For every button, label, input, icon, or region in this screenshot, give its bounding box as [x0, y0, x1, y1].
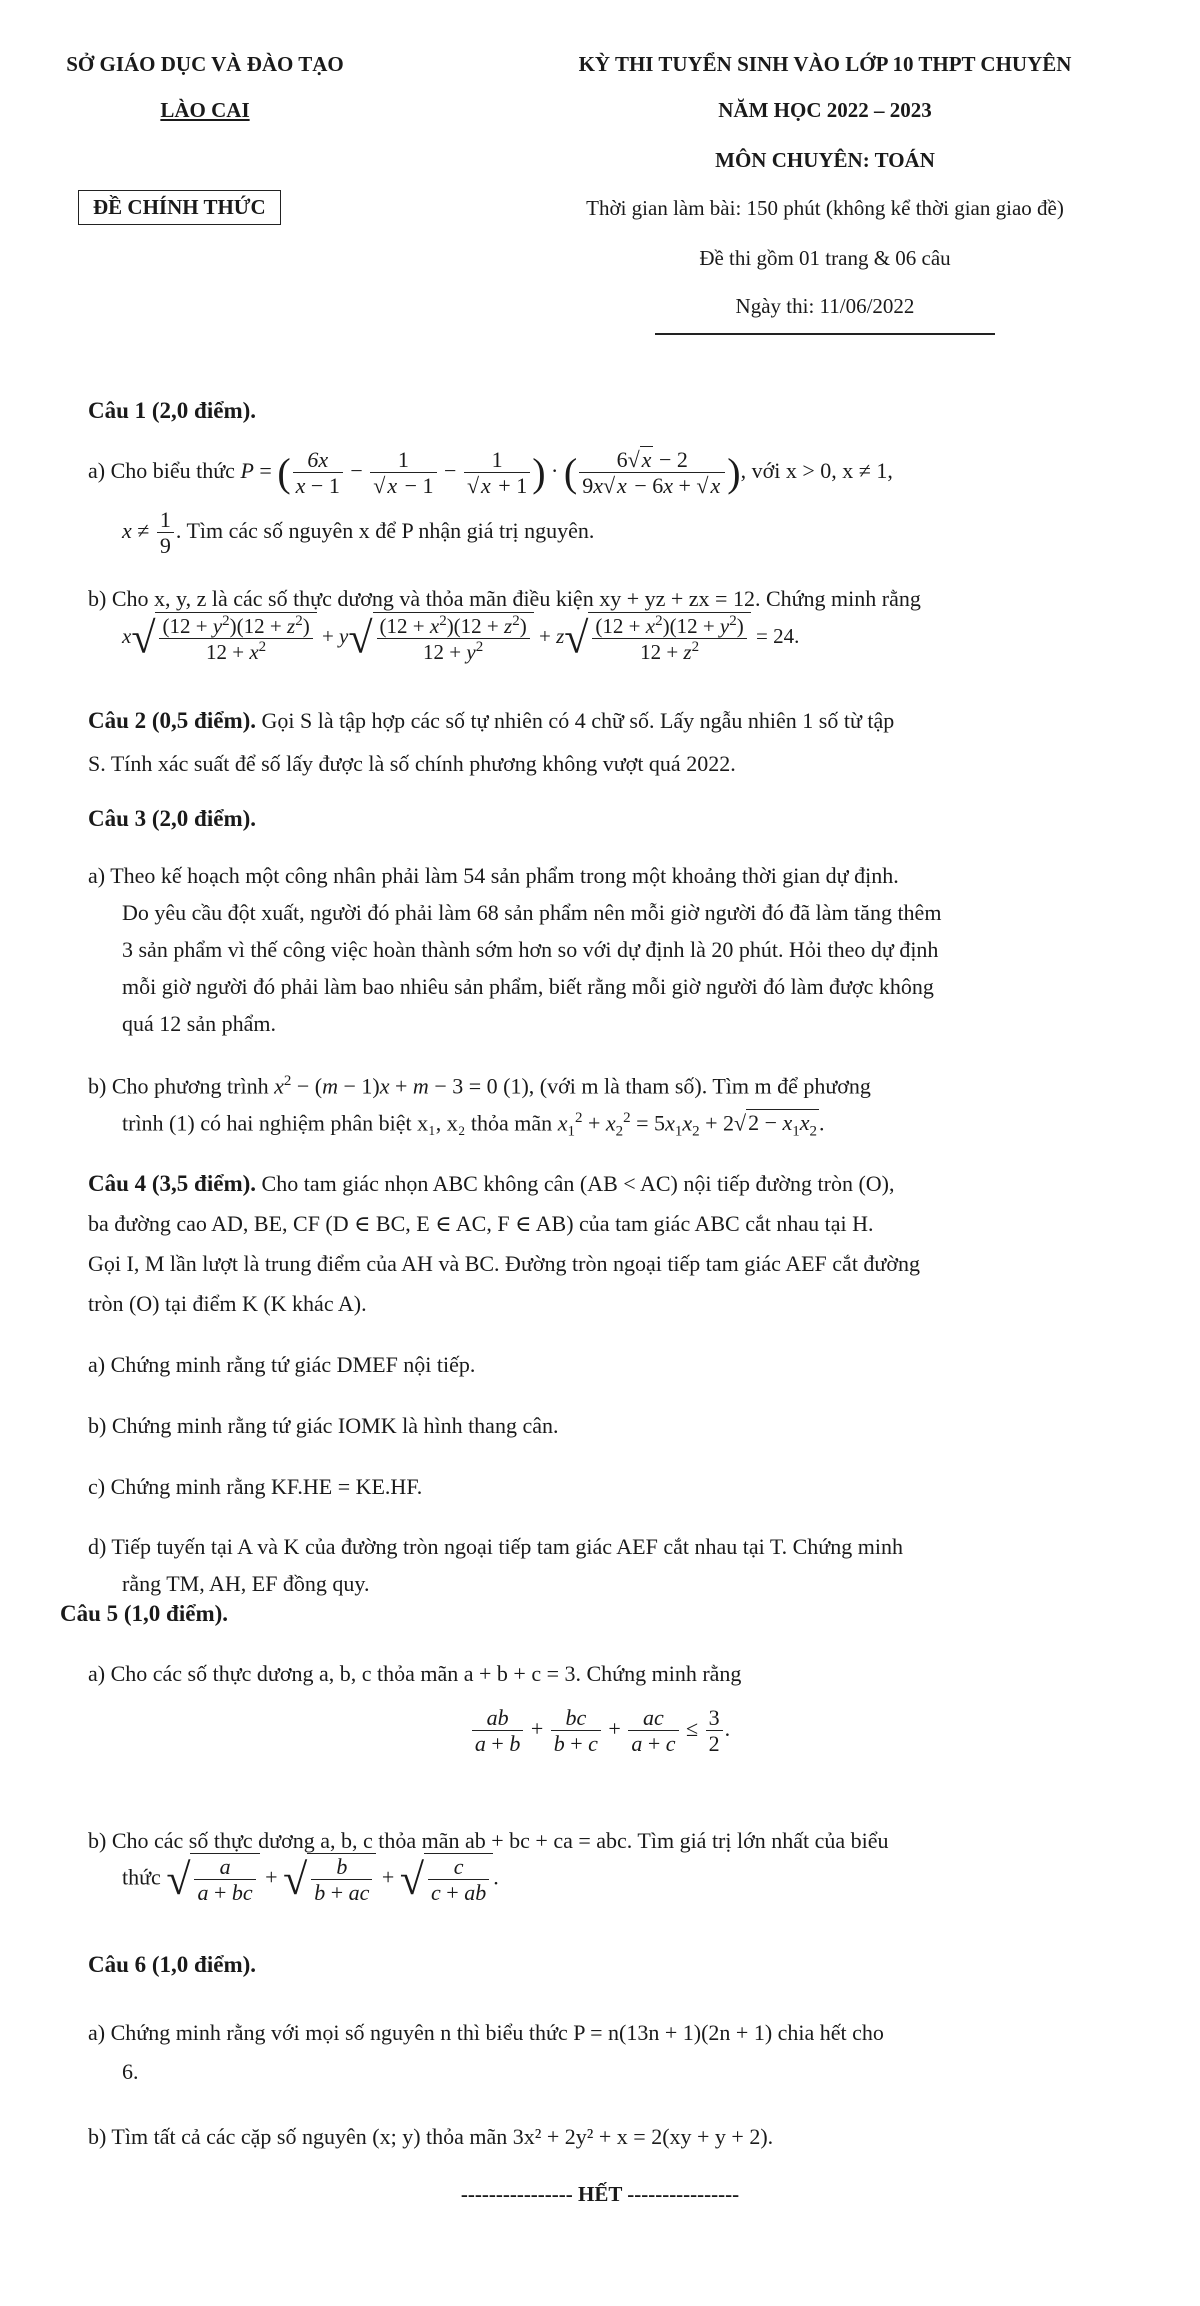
- question-1a: a) Cho biểu thức P = ( $\frac{6x}{x - 1}$ − $\frac{1}{√x - 1}$ − $\frac{1}{√x + 1}$ ) · ( $\frac{6√x - 2}{9x√x - 6x + √x}$ ), với x > 0, x ≠ 1,: [88, 447, 893, 499]
- question-3b-line-2: trình (1) có hai nghiệm phân biệt x₁, x₂ thỏa mãn $x_1^2 + x_2^2 = 5x_1x_2 + 2√2 - x_1x_2$.: [122, 1110, 825, 1140]
- time-limit: Thời gian làm bài: 150 phút (không kể thời gian giao đề): [586, 196, 1064, 220]
- question-4-line-1: Cho tam giác nhọn ABC không cân (AB < AC) nội tiếp đường tròn (O),: [256, 1171, 895, 1196]
- question-1b-result: = 24.: [756, 623, 800, 648]
- question-4-title: Câu 4 (3,5 điểm).: [88, 1171, 257, 1196]
- question-6b: b) Tìm tất cả các cặp số nguyên (x; y) thỏa mãn 3x² + 2y² + x = 2(xy + y + 2).: [88, 2124, 774, 2149]
- question-5b-expression-label: thức: [122, 1864, 161, 1890]
- subject: MÔN CHUYÊN: TOÁN: [715, 148, 935, 172]
- question-1a-task: . Tìm các số nguyên x để P nhận giá trị nguyên.: [175, 517, 595, 543]
- question-4d-line-2: rằng TM, AH, EF đồng quy.: [122, 1571, 370, 1596]
- question-1b-inequality: x√ $\frac{(12 + y^2)(12 + z^2)}{12 + x^2}$ + y√ $\frac{(12 + x^2)(12 + z^2)}{12 + y^2}$ + z√ $\frac{(12 + x^2)(12 + y^2)}{12 + z^2}$ = 24.: [122, 613, 800, 665]
- question-6a-line-1: a) Chứng minh rằng với mọi số nguyên n thì biểu thức P = n(13n + 1)(2n + 1) chia hết cho: [88, 2020, 884, 2045]
- question-5b-line-1: b) Cho các số thực dương a, b, c thỏa mãn ab + bc + ca = abc. Tìm giá trị lớn nhất của biểu: [88, 1828, 889, 1853]
- question-4d-line-1: d) Tiếp tuyến tại A và K của đường tròn ngoại tiếp tam giác AEF cắt nhau tại T. Chứng minh: [88, 1534, 903, 1559]
- question-4b: b) Chứng minh rằng tứ giác IOMK là hình thang cân.: [88, 1413, 559, 1438]
- question-3a-line-5: quá 12 sản phẩm.: [122, 1011, 276, 1036]
- question-3a-line-4: mỗi giờ người đó phải làm bao nhiêu sản phẩm, biết rằng mỗi giờ người đó làm được không: [122, 974, 934, 999]
- question-3b-task: (1), (với m là tham số). Tìm m để phương: [503, 1073, 871, 1099]
- question-1a-condition: , với x > 0, x ≠ 1,: [740, 457, 893, 483]
- question-3a-line-3: 3 sản phẩm vì thế công việc hoàn thành sớm hơn so với dự định là 20 phút. Hỏi theo dự định: [122, 937, 939, 962]
- question-2-text-1: Gọi S là tập hợp các số tự nhiên có 4 chữ số. Lấy ngẫu nhiên 1 số từ tập: [256, 708, 895, 733]
- header-divider: [655, 333, 995, 335]
- question-3a-line-1: a) Theo kế hoạch một công nhân phải làm 54 sản phẩm trong một khoảng thời gian dự định.: [88, 863, 899, 888]
- question-5a: a) Cho các số thực dương a, b, c thỏa mãn a + b + c = 3. Chứng minh rằng: [88, 1661, 742, 1686]
- question-1-title: Câu 1 (2,0 điểm).: [88, 398, 257, 423]
- question-4-line-2: ba đường cao AD, BE, CF (D ∈ BC, E ∈ AC, F ∈ AB) của tam giác ABC cắt nhau tại H.: [88, 1211, 874, 1236]
- question-6-title: Câu 6 (1,0 điểm).: [88, 1952, 257, 1977]
- question-3b-intro: b) Cho phương trình: [88, 1073, 269, 1099]
- exam-title: KỲ THI TUYỂN SINH VÀO LỚP 10 THPT CHUYÊN: [578, 52, 1072, 76]
- question-4-line-4: tròn (O) tại điểm K (K khác A).: [88, 1291, 367, 1316]
- question-2: [88, 702, 1168, 740]
- question-5a-inequality: $\frac{ab}{a + b}$ + $\frac{bc}{b + c}$ + $\frac{ac}{a + c}$ ≤ $\frac{3}{2}$ .: [0, 1705, 1200, 1757]
- question-3a-line-2: Do yêu cầu đột xuất, người đó phải làm 68 sản phẩm nên mỗi giờ người đó đã làm tăng thêm: [122, 900, 942, 925]
- question-3b-line-1: b) Cho phương trình $x^2 - (m - 1)x + m - 3 = 0$ (1), (với m là tham số). Tìm m để phương: [88, 1073, 871, 1099]
- question-2-text-2: S. Tính xác suất để số lấy được là số chính phương không vượt quá 2022.: [88, 751, 736, 776]
- department-title: SỞ GIÁO DỤC VÀ ĐÀO TẠO: [66, 52, 344, 76]
- exam-date: Ngày thi: 11/06/2022: [735, 294, 915, 318]
- question-1b: b) Cho x, y, z là các số thực dương và thỏa mãn điều kiện xy + yz + zx = 12. Chứng minh rằng: [88, 586, 921, 611]
- school-year: NĂM HỌC 2022 – 2023: [718, 98, 932, 122]
- official-label: ĐỀ CHÍNH THỨC: [78, 190, 281, 225]
- question-6a-line-2: 6.: [122, 2059, 139, 2084]
- question-4-line-3: Gọi I, M lần lượt là trung điểm của AH và BC. Đường tròn ngoại tiếp tam giác AEF cắt đường: [88, 1251, 920, 1276]
- question-1a-intro: a) Cho biểu thức: [88, 457, 235, 483]
- province-name: LÀO CAI: [160, 98, 250, 122]
- question-3-title: Câu 3 (2,0 điểm).: [88, 806, 257, 831]
- question-5-title: Câu 5 (1,0 điểm).: [60, 1601, 229, 1626]
- question-1a-line2: x ≠ $\frac{1}{9}$ . Tìm các số nguyên x để P nhận giá trị nguyên.: [122, 507, 595, 559]
- end-marker: ---------------- HẾT ----------------: [460, 2182, 740, 2206]
- question-4c: c) Chứng minh rằng KF.HE = KE.HF.: [88, 1474, 423, 1499]
- question-4a: a) Chứng minh rằng tứ giác DMEF nội tiếp.: [88, 1352, 476, 1377]
- question-4: [88, 1165, 1168, 1203]
- question-3b-condition-intro: trình (1) có hai nghiệm phân biệt x₁, x₂ thỏa mãn: [122, 1110, 553, 1136]
- question-5b-line-2: thức √ $\frac{a}{a + bc}$ + √ $\frac{b}{b + ac}$ + √ $\frac{c}{c + ab}$ .: [122, 1854, 499, 1906]
- page-count: Đề thi gồm 01 trang & 06 câu: [699, 246, 951, 270]
- question-2-title: Câu 2 (0,5 điểm).: [88, 708, 257, 733]
